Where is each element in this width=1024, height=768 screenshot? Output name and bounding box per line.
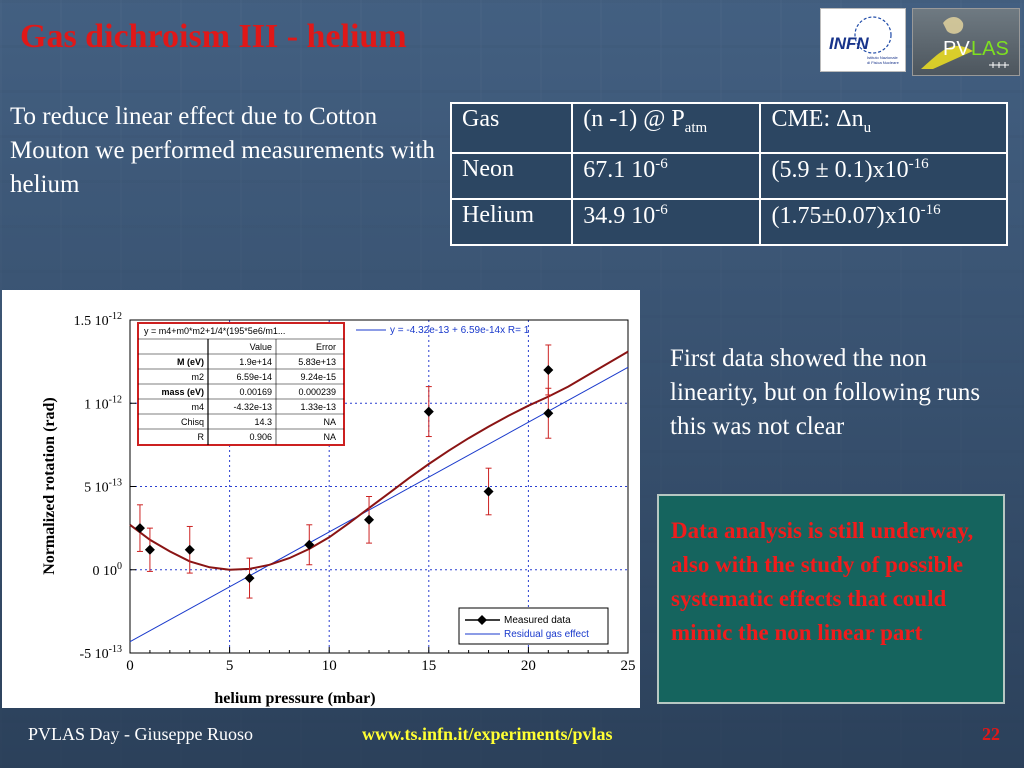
- data-point: [185, 545, 195, 555]
- x-tick-label: 0: [126, 658, 134, 674]
- data-point: [484, 486, 494, 496]
- cell-gas: Neon: [451, 153, 572, 199]
- infn-logo: [820, 8, 906, 72]
- header-gas: Gas: [451, 103, 572, 153]
- fit-box-header: Value: [249, 342, 272, 352]
- fit-param-value: 14.3: [254, 417, 272, 427]
- chart-panel: [2, 290, 640, 708]
- x-axis-label: helium pressure (mbar): [214, 690, 376, 707]
- fit-param-name: m2: [191, 372, 204, 382]
- x-tick-label: 25: [620, 658, 636, 674]
- header-refractive-index: (n -1) @ $P_{atm}$: [572, 103, 760, 153]
- data-point: [135, 523, 145, 533]
- data-point: [245, 573, 255, 583]
- intro-text: To reduce linear effect due to Cotton Mouton we performed measurements with helium: [10, 103, 435, 198]
- y-tick-label: 1 $10^{-12}$: [84, 394, 122, 413]
- table-row: [451, 153, 1007, 199]
- legend-label-measured: Measured data: [504, 615, 571, 626]
- y-tick-label: 5 $10^{-13}$: [84, 477, 122, 496]
- y-ticks: [74, 311, 136, 662]
- y-tick-label: -5 $10^{-13}$: [79, 644, 122, 662]
- fit-param-value: 0.906: [249, 432, 272, 442]
- fit-results-box: [138, 323, 344, 445]
- line-annotation-text: y = -4.32e-13 + 6.59e-14x R= 1: [390, 325, 530, 336]
- infn-logo-sub1: Istituto Nazionale: [867, 55, 898, 60]
- fit-param-name: Chisq: [180, 417, 204, 427]
- infn-logo-sub2: di Fisica Nucleare: [867, 60, 899, 65]
- fit-param-name: mass (eV): [161, 387, 204, 397]
- line-annotation: [356, 325, 530, 336]
- fit-param-value: 0.00169: [239, 387, 272, 397]
- fit-param-name: R: [197, 432, 204, 442]
- x-tick-label: 15: [421, 658, 437, 674]
- fit-param-error: NA: [323, 432, 336, 442]
- fit-param-error: 1.33e-13: [300, 402, 336, 412]
- gas-table: [450, 102, 1008, 246]
- pvlas-logo: [912, 8, 1020, 76]
- footer-author: PVLAS Day - Giuseppe Ruoso: [28, 724, 253, 744]
- fit-param-name: m4: [191, 402, 204, 412]
- slide-title: Gas dichroism III - helium: [20, 18, 407, 55]
- fit-param-name: M (eV): [177, 357, 204, 367]
- data-point: [424, 407, 434, 417]
- fit-param-error: 9.24e-15: [300, 372, 336, 382]
- observation-note: First data showed the non linearity, but on following runs this was not clear: [670, 345, 981, 440]
- analysis-status-box: Data analysis is still underway, also with the study of possible systematic effects that could mimic the non linear part: [657, 494, 1005, 704]
- pvlas-logo-las: LAS: [971, 38, 1009, 60]
- fit-box-header: Error: [316, 342, 336, 352]
- rotation-vs-pressure-chart: [2, 290, 640, 708]
- x-tick-label: 10: [321, 658, 337, 674]
- cell-refractive-index: 34.9 $10^{-6}$: [572, 199, 760, 245]
- pvlas-logo-pv: PV: [943, 38, 970, 60]
- x-tick-label: 20: [520, 658, 536, 674]
- table-header-row: [451, 103, 1007, 153]
- data-point: [364, 515, 374, 525]
- x-tick-label: 5: [225, 658, 234, 674]
- y-tick-label: 1.5 $10^{-12}$: [73, 311, 122, 329]
- cell-cme: $(1.75\pm 0.07)x10^{-16}$: [760, 199, 1007, 245]
- fit-param-value: 1.9e+14: [239, 357, 272, 367]
- fit-param-error: 0.000239: [298, 387, 336, 397]
- cell-cme: $(5.9 \pm 0.1)x10^{-16}$: [760, 153, 1007, 199]
- infn-logo-text: INFN: [829, 34, 869, 53]
- y-tick-label: 0 $10^0$: [92, 560, 122, 579]
- cell-gas: Helium: [451, 199, 572, 245]
- legend-label-residual: Residual gas effect: [504, 629, 589, 640]
- data-point: [543, 365, 553, 375]
- fit-param-value: 6.59e-14: [236, 372, 272, 382]
- fit-param-error: 5.83e+13: [298, 357, 336, 367]
- cell-refractive-index: 67.1 $10^{-6}$: [572, 153, 760, 199]
- legend: [459, 608, 608, 644]
- fit-equation: y = m4+m0*m2+1/4*(195*5e6/m1...: [144, 326, 286, 336]
- fit-param-value: -4.32e-13: [233, 402, 272, 412]
- x-ticks: [126, 647, 635, 674]
- table-row: [451, 199, 1007, 245]
- data-point: [145, 545, 155, 555]
- footer-url[interactable]: www.ts.infn.it/experiments/pvlas: [362, 724, 613, 744]
- fit-param-error: NA: [323, 417, 336, 427]
- header-cme: CME: $\Delta n_u$: [760, 103, 1007, 153]
- slide-number: 22: [982, 724, 1000, 744]
- y-axis-label: Normalized rotation (rad): [41, 397, 58, 575]
